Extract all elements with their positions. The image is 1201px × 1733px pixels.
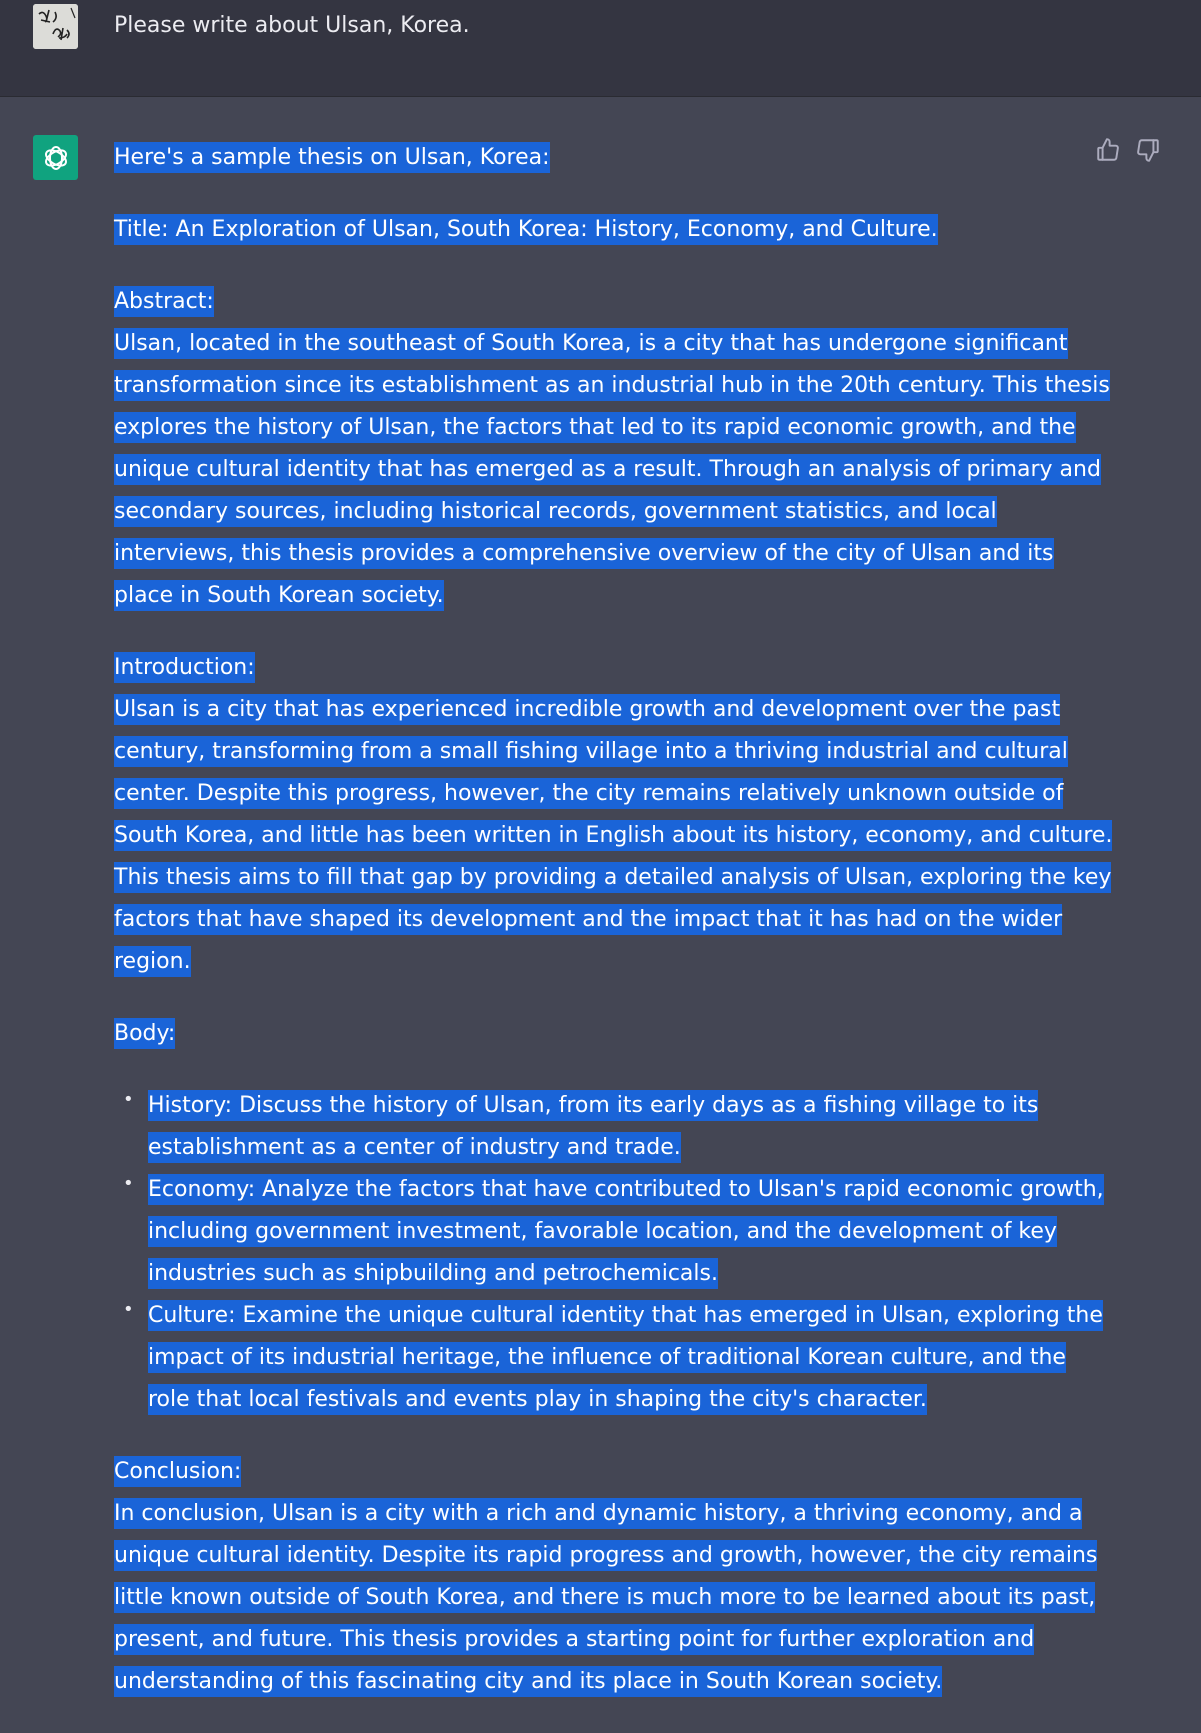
body-item-history: History: Discuss the history of Ulsan, from its early days as a fishing village to its establishment as a center of industry and trade. [148,1090,1038,1163]
body-item-economy: Economy: Analyze the factors that have contributed to Ulsan's rapid economic growth, including government investment, favorable location, and the development of key industries such as shipbuilding and petrochemicals. [148,1174,1104,1289]
abstract-section [114,281,1114,617]
introduction-section [114,647,1114,983]
user-avatar [33,4,78,49]
assistant-avatar [33,135,78,180]
assistant-message-content [114,137,1114,1733]
list-item [148,1085,1114,1169]
abstract-heading: Abstract: [114,286,214,317]
openai-logo-icon [41,143,71,173]
intro-paragraph [114,137,1114,179]
abstract-text: Ulsan, located in the southeast of South Korea, is a city that has undergone significant transformation since its establishment as an industrial hub in the 20th century. This thesis explores the history of Ulsan, the factors that led to its rapid economic growth, and the unique cultural identity that has emerged as a result. Through an analysis of primary and secondary sources, including historical records, government statistics, and local interviews, this thesis provides a comprehensive overview of the city of Ulsan and its place in South Korean society. [114,328,1110,611]
body-heading: Body: [114,1018,175,1049]
intro-text: Here's a sample thesis on Ulsan, Korea: [114,142,550,173]
list-item [148,1169,1114,1295]
introduction-text: Ulsan is a city that has experienced incredible growth and development over the past century, transforming from a small fishing village into a thriving industrial and cultural center. Despite this progress, however, the city remains relatively unknown outside of South Korea, and little has been written in English about its history, economy, and culture. This thesis aims to fill that gap by providing a detailed analysis of Ulsan, exploring the key factors that have shaped its development and the impact that it has had on the wider region. [114,694,1112,977]
user-message-text: Please write about Ulsan, Korea. [114,13,470,38]
introduction-heading: Introduction: [114,652,255,683]
title-paragraph [114,209,1114,251]
user-avatar-icon [33,4,78,49]
conclusion-heading: Conclusion: [114,1456,241,1487]
thumbs-down-icon [1135,137,1161,163]
list-item [148,1295,1114,1421]
body-item-culture: Culture: Examine the unique cultural identity that has emerged in Ulsan, exploring the impact of its industrial heritage, the influence of traditional Korean culture, and the role that local festivals and events play in shaping the city's character. [148,1300,1103,1415]
user-message-row [0,0,1201,97]
assistant-message-row [0,97,1201,1707]
body-list [114,1085,1114,1421]
thesis-title: Title: An Exploration of Ulsan, South Korea: History, Economy, and Culture. [114,214,938,245]
thumbs-down-button[interactable] [1135,137,1161,163]
conclusion-section [114,1451,1114,1703]
body-heading-paragraph [114,1013,1114,1055]
conclusion-text: In conclusion, Ulsan is a city with a rich and dynamic history, a thriving economy, and a unique cultural identity. Despite its rapid progress and growth, however, the city remains little known outside of South Korea, and there is much more to be learned about its past, present, and future. This thesis provides a starting point for further exploration and understanding of this fascinating city and its place in South Korean society. [114,1498,1097,1697]
